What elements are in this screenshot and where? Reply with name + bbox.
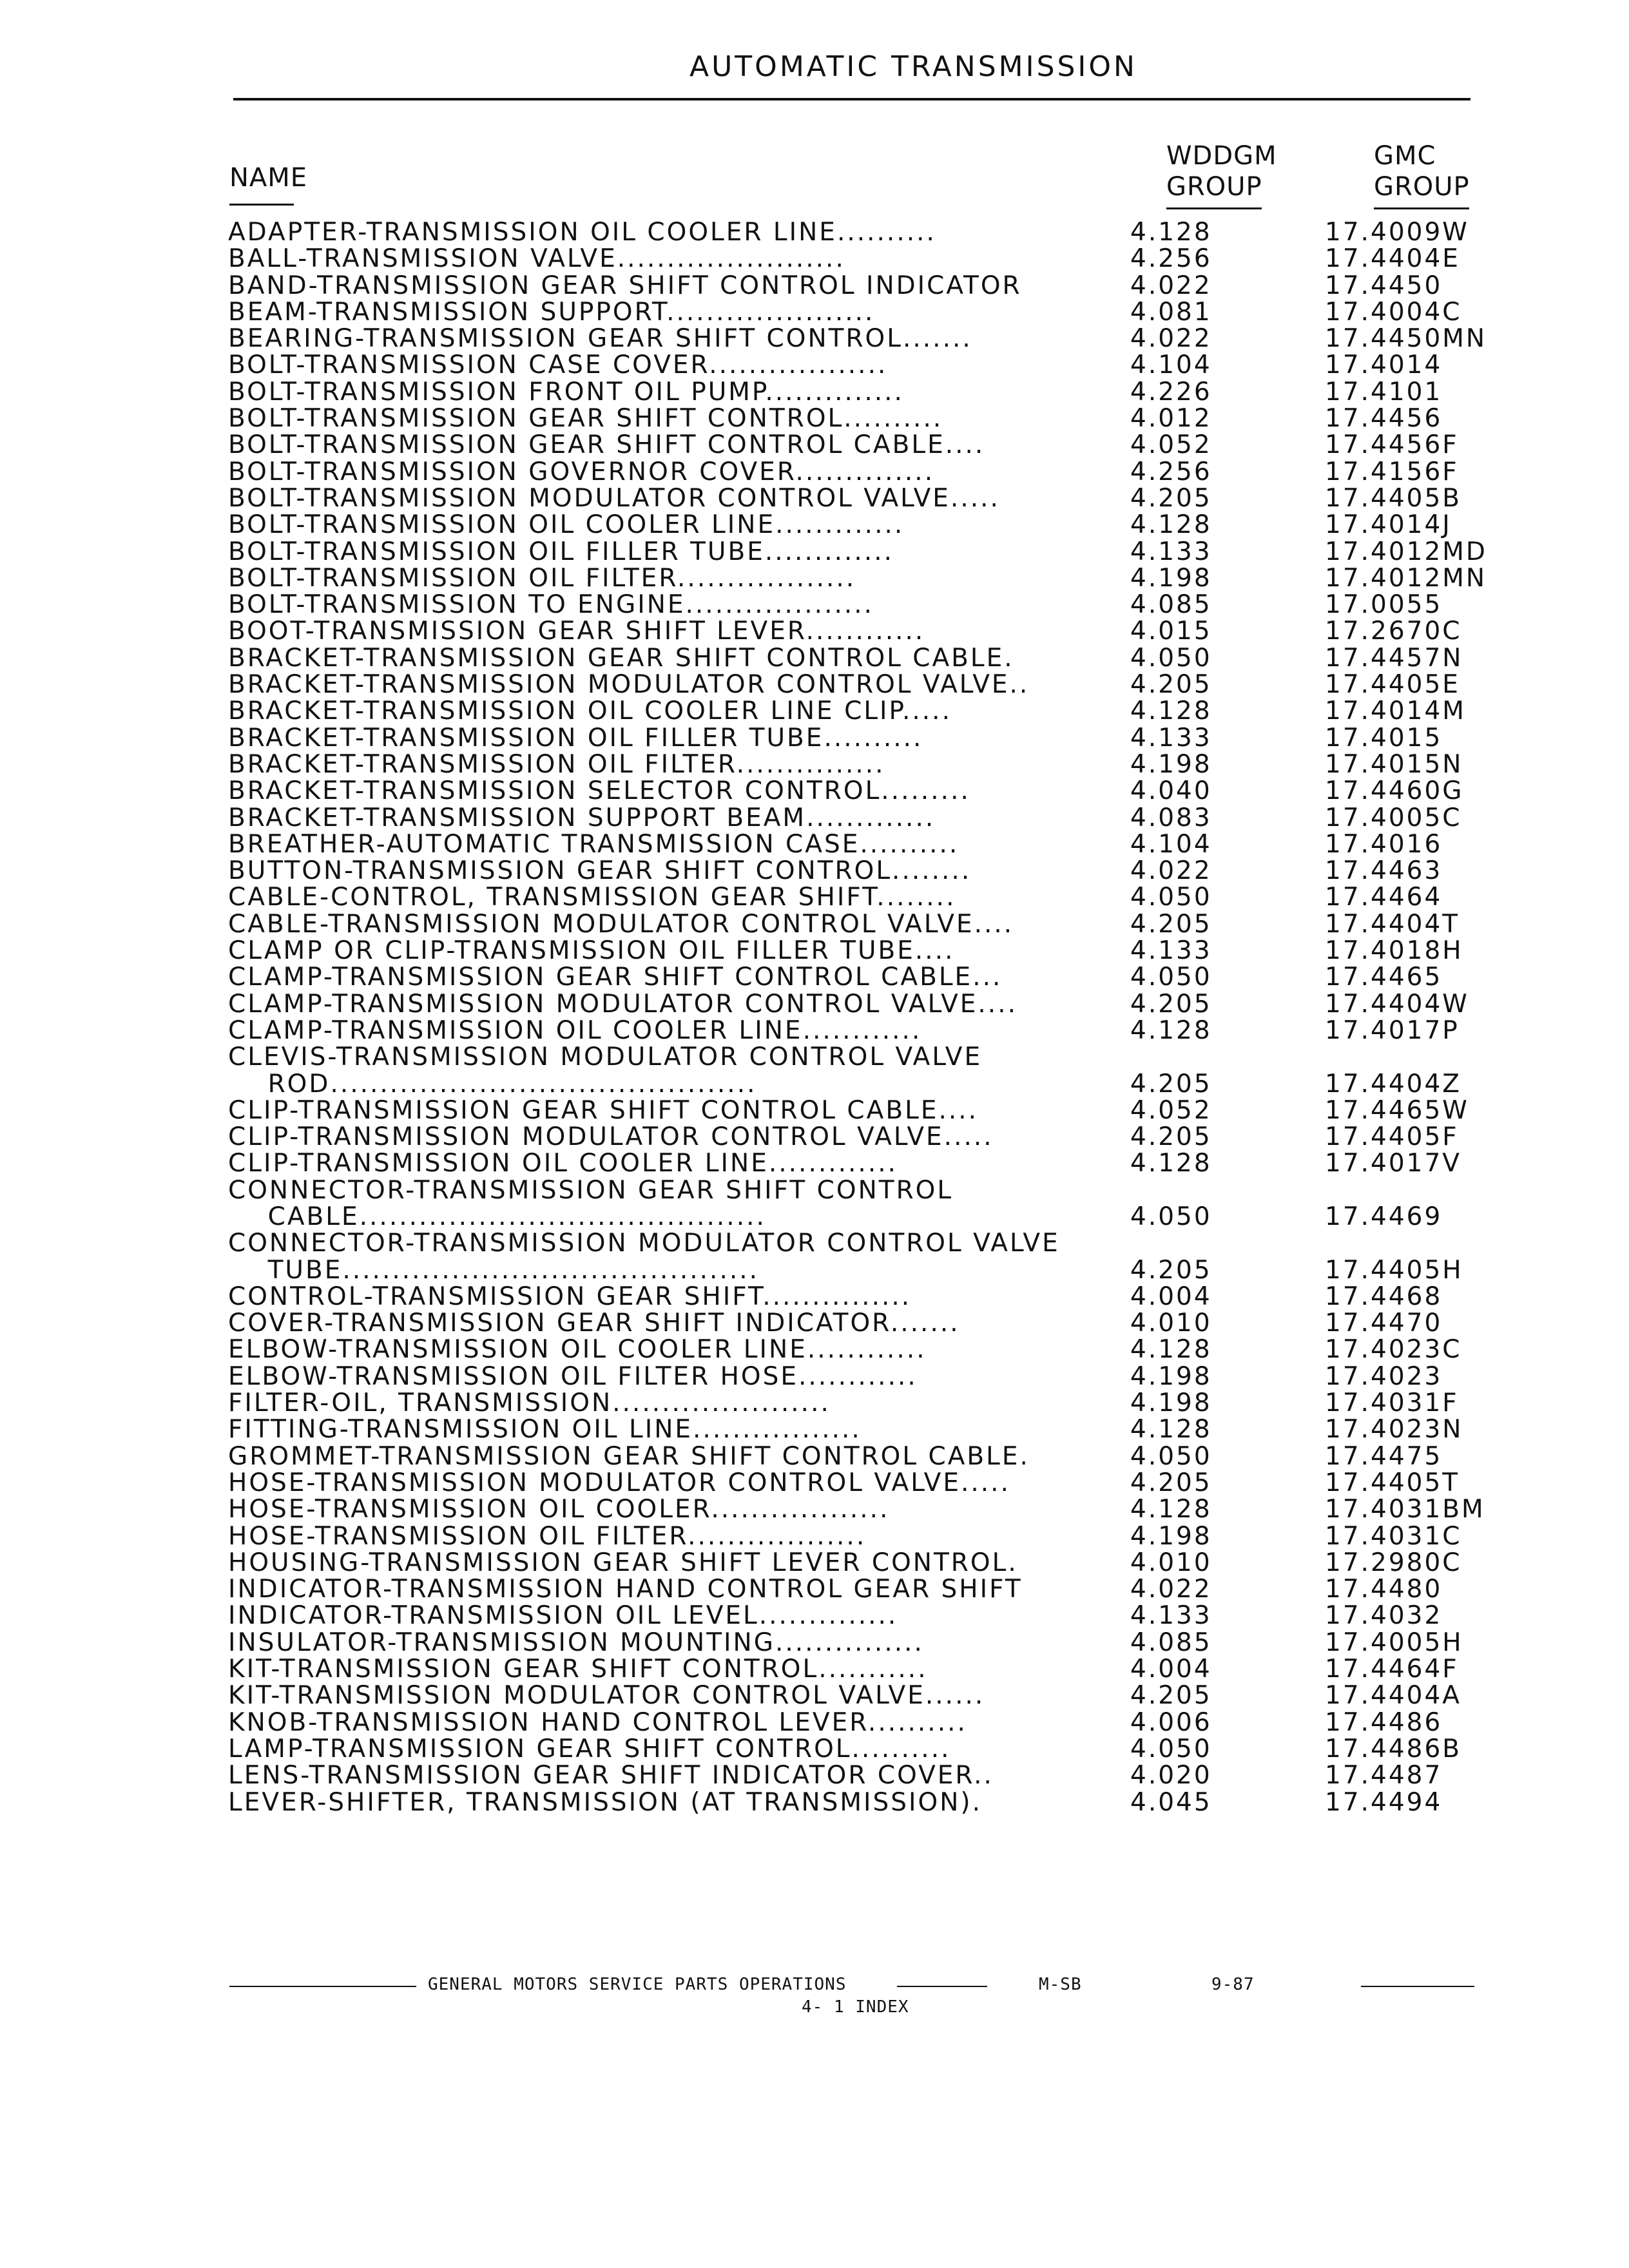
- part-name: BOLT-TRANSMISSION OIL FILTER..................: [228, 564, 856, 592]
- wddgm-group: 4.133: [1130, 1601, 1212, 1631]
- gmc-group: 17.4487: [1325, 1761, 1443, 1791]
- gmc-group: 17.4018H: [1325, 936, 1463, 966]
- gmc-group: 17.4017V: [1325, 1149, 1461, 1178]
- part-name: FILTER-OIL, TRANSMISSION......................: [228, 1390, 831, 1417]
- table-row: [228, 698, 1629, 724]
- table-row: [228, 618, 1629, 644]
- table-row: [228, 1443, 1629, 1470]
- part-name: CONTROL-TRANSMISSION GEAR SHIFT...............: [228, 1283, 912, 1311]
- part-name: BREATHER-AUTOMATIC TRANSMISSION CASE..........: [228, 831, 959, 858]
- gmc-group: 17.4014J: [1325, 510, 1452, 540]
- table-row: [228, 325, 1629, 352]
- part-name: BOLT-TRANSMISSION TO ENGINE...................: [228, 591, 874, 619]
- gmc-group: 17.2670C: [1325, 617, 1462, 646]
- wddgm-group: 4.205: [1130, 1255, 1212, 1285]
- wddgm-group: 4.205: [1130, 483, 1212, 513]
- wddgm-group: 4.205: [1130, 1069, 1212, 1099]
- wddgm-group: 4.050: [1130, 1202, 1212, 1231]
- wddgm-group: 4.050: [1130, 643, 1212, 673]
- gmc-group: 17.4468: [1325, 1282, 1443, 1311]
- part-name: CLIP-TRANSMISSION GEAR SHIFT CONTROL CABLE....: [228, 1097, 979, 1124]
- part-name: BRACKET-TRANSMISSION GEAR SHIFT CONTROL CABLE.: [228, 644, 1014, 672]
- wddgm-group: 4.012: [1130, 404, 1212, 434]
- gmc-group: 17.4486B: [1325, 1734, 1462, 1763]
- wddgm-group: 4.205: [1130, 1468, 1212, 1497]
- table-row: [228, 1336, 1629, 1363]
- wddgm-group: 4.128: [1130, 1015, 1212, 1045]
- gmc-group: 17.4465: [1325, 963, 1443, 992]
- gmc-group: 17.4460G: [1325, 776, 1464, 806]
- table-row: [228, 1523, 1629, 1550]
- part-name: BOLT-TRANSMISSION OIL FILLER TUBE.............: [228, 538, 894, 565]
- footer-code: M-SB: [1039, 1975, 1082, 1994]
- column-header-wddgm: [1166, 140, 1277, 202]
- wddgm-group: 4.022: [1130, 856, 1212, 886]
- table-row: [228, 539, 1629, 565]
- wddgm-group: 4.040: [1130, 776, 1212, 806]
- gmc-group: 17.4012MN: [1325, 563, 1487, 593]
- gmc-group: 17.4469: [1325, 1202, 1443, 1231]
- table-row: [228, 991, 1629, 1017]
- part-name: BOLT-TRANSMISSION GOVERNOR COVER..............: [228, 458, 935, 485]
- column-header-name: NAME: [229, 163, 308, 193]
- column-header-wddgm-line2: GROUP: [1166, 172, 1262, 202]
- column-header-wddgm-underline: [1166, 207, 1262, 209]
- gmc-group: 17.4023: [1325, 1361, 1443, 1391]
- wddgm-group: 4.104: [1130, 829, 1212, 859]
- page-title: AUTOMATIC TRANSMISSION: [689, 50, 1137, 83]
- gmc-group: 17.4016: [1325, 829, 1443, 859]
- gmc-group: 17.4404W: [1325, 989, 1469, 1019]
- part-name: BOOT-TRANSMISSION GEAR SHIFT LEVER............: [228, 618, 925, 645]
- footer-rule-mid: [897, 1986, 987, 1987]
- table-row: [228, 432, 1629, 458]
- gmc-group: [1325, 1230, 1531, 1256]
- wddgm-group: 4.052: [1130, 430, 1212, 460]
- gmc-group: 17.4405T: [1325, 1468, 1460, 1497]
- gmc-group: 17.4475: [1325, 1441, 1443, 1471]
- table-row: [228, 1789, 1629, 1816]
- part-name: CABLE-CONTROL, TRANSMISSION GEAR SHIFT........: [228, 884, 956, 911]
- table-row: [228, 1496, 1629, 1523]
- table-row: [228, 1416, 1629, 1443]
- part-name: BOLT-TRANSMISSION GEAR SHIFT CONTROL CABLE....: [228, 432, 985, 459]
- wddgm-group: 4.256: [1130, 457, 1212, 486]
- gmc-group: 17.4404E: [1325, 244, 1460, 274]
- wddgm-group: 4.128: [1130, 1149, 1212, 1178]
- table-row: [228, 1177, 1629, 1204]
- gmc-group: [1325, 1177, 1531, 1204]
- part-name: KIT-TRANSMISSION MODULATOR CONTROL VALVE......: [228, 1682, 985, 1709]
- wddgm-group: 4.081: [1130, 297, 1212, 327]
- part-name: HOUSING-TRANSMISSION GEAR SHIFT LEVER CONTROL.: [228, 1549, 1018, 1577]
- part-name: ROD...........................................: [228, 1070, 757, 1097]
- table-row: [228, 379, 1629, 405]
- wddgm-group: 4.020: [1130, 1761, 1212, 1791]
- wddgm-group: 4.226: [1130, 377, 1212, 407]
- table-row: [228, 1310, 1629, 1336]
- gmc-group: 17.4464F: [1325, 1655, 1459, 1684]
- table-row: [228, 937, 1629, 964]
- wddgm-group: 4.006: [1130, 1707, 1212, 1737]
- gmc-group: 17.4457N: [1325, 643, 1463, 673]
- wddgm-group: 4.052: [1130, 1095, 1212, 1125]
- gmc-group: 17.4031BM: [1325, 1495, 1485, 1524]
- gmc-group: 17.4480: [1325, 1575, 1443, 1604]
- gmc-group: 17.0055: [1325, 590, 1443, 620]
- wddgm-group: 4.128: [1130, 697, 1212, 726]
- wddgm-group: 4.205: [1130, 989, 1212, 1019]
- part-name: ADAPTER-TRANSMISSION OIL COOLER LINE..........: [228, 219, 936, 246]
- gmc-group: 17.4404A: [1325, 1681, 1461, 1711]
- gmc-group: 17.4405F: [1325, 1122, 1459, 1152]
- gmc-group: [1325, 1044, 1531, 1070]
- gmc-group: 17.4012MD: [1325, 537, 1487, 566]
- table-row: [228, 512, 1629, 538]
- wddgm-group: 4.198: [1130, 1389, 1212, 1418]
- part-name: BOLT-TRANSMISSION CASE COVER..................: [228, 352, 888, 379]
- table-row: [228, 1283, 1629, 1310]
- part-name: FITTING-TRANSMISSION OIL LINE.................: [228, 1416, 862, 1443]
- part-name: BOLT-TRANSMISSION MODULATOR CONTROL VALVE.....: [228, 485, 1000, 512]
- wddgm-group: 4.198: [1130, 1361, 1212, 1391]
- part-name: KNOB-TRANSMISSION HAND CONTROL LEVER..........: [228, 1709, 967, 1736]
- part-name: CLAMP-TRANSMISSION MODULATOR CONTROL VALVE....: [228, 990, 1017, 1017]
- gmc-group: 17.4465W: [1325, 1095, 1469, 1125]
- table-row: [228, 485, 1629, 512]
- gmc-group: 17.4470: [1325, 1309, 1443, 1338]
- part-name: CLAMP-TRANSMISSION OIL COOLER LINE............: [228, 1017, 922, 1044]
- gmc-group: 17.4014M: [1325, 697, 1466, 726]
- table-row: [228, 831, 1629, 858]
- part-name: BOLT-TRANSMISSION OIL COOLER LINE.............: [228, 512, 905, 539]
- wddgm-group: 4.050: [1130, 1734, 1212, 1763]
- wddgm-group: [1130, 1044, 1325, 1070]
- table-row: [228, 1656, 1629, 1682]
- part-name: BEARING-TRANSMISSION GEAR SHIFT CONTROL.......: [228, 325, 972, 352]
- column-header-wddgm-line1: WDDGM: [1166, 141, 1277, 171]
- part-name: BRACKET-TRANSMISSION SELECTOR CONTROL.........: [228, 778, 970, 805]
- table-row: [228, 645, 1629, 671]
- table-row: [228, 725, 1629, 751]
- column-header-gmc: [1374, 140, 1470, 202]
- table-row: [228, 1762, 1629, 1789]
- gmc-group: 17.4456: [1325, 404, 1443, 434]
- gmc-group: 17.4005C: [1325, 803, 1462, 832]
- table-row: [228, 1736, 1629, 1762]
- table-row: [228, 352, 1629, 378]
- table-row: [228, 1071, 1629, 1097]
- part-name: BUTTON-TRANSMISSION GEAR SHIFT CONTROL........: [228, 858, 972, 885]
- part-name: CABLE-TRANSMISSION MODULATOR CONTROL VALVE....: [228, 910, 1014, 938]
- part-name: CLEVIS-TRANSMISSION MODULATOR CONTROL VALVE: [228, 1044, 983, 1071]
- gmc-group: 17.4450MN: [1325, 324, 1487, 354]
- table-row: [228, 1097, 1629, 1124]
- column-header-gmc-line1: GMC: [1374, 141, 1436, 171]
- table-row: [228, 858, 1629, 884]
- table-row: [228, 565, 1629, 591]
- gmc-group: 17.4463: [1325, 856, 1443, 886]
- gmc-group: 17.4005H: [1325, 1628, 1463, 1657]
- table-row: [228, 1363, 1629, 1390]
- gmc-group: 17.4032: [1325, 1601, 1443, 1631]
- table-row: [228, 778, 1629, 804]
- wddgm-group: 4.050: [1130, 883, 1212, 912]
- wddgm-group: 4.198: [1130, 563, 1212, 593]
- part-name: LEVER-SHIFTER, TRANSMISSION (AT TRANSMISSION).: [228, 1789, 983, 1816]
- parts-index-table: [228, 219, 1629, 1816]
- part-name: LENS-TRANSMISSION GEAR SHIFT INDICATOR COVER..: [228, 1762, 994, 1789]
- part-name: HOSE-TRANSMISSION OIL FILTER..................: [228, 1523, 867, 1550]
- part-name: GROMMET-TRANSMISSION GEAR SHIFT CONTROL CABLE.: [228, 1443, 1030, 1470]
- table-row: [228, 1629, 1629, 1656]
- part-name: INSULATOR-TRANSMISSION MOUNTING...............: [228, 1629, 924, 1657]
- gmc-group: 17.4015N: [1325, 749, 1463, 779]
- footer-rule-left: [229, 1986, 416, 1987]
- gmc-group: 17.4031F: [1325, 1389, 1459, 1418]
- wddgm-group: 4.205: [1130, 909, 1212, 939]
- footer-rule-right: [1361, 1986, 1474, 1987]
- footer-org: GENERAL MOTORS SERVICE PARTS OPERATIONS: [428, 1975, 847, 1994]
- gmc-group: 17.4023N: [1325, 1415, 1463, 1445]
- gmc-group: 17.4404T: [1325, 909, 1460, 939]
- table-row: [228, 1204, 1629, 1230]
- wddgm-group: 4.015: [1130, 617, 1212, 646]
- part-name: CLAMP-TRANSMISSION GEAR SHIFT CONTROL CABLE...: [228, 964, 1003, 991]
- wddgm-group: 4.104: [1130, 351, 1212, 380]
- wddgm-group: 4.128: [1130, 1495, 1212, 1524]
- table-row: [228, 1602, 1629, 1629]
- table-row: [228, 591, 1629, 618]
- title-rule: [233, 98, 1470, 101]
- table-row: [228, 1150, 1629, 1177]
- table-row: [228, 911, 1629, 937]
- table-row: [228, 1044, 1629, 1070]
- column-header-gmc-line2: GROUP: [1374, 172, 1470, 202]
- table-row: [228, 1576, 1629, 1602]
- table-row: [228, 1230, 1629, 1256]
- gmc-group: 17.4015: [1325, 723, 1443, 753]
- footer-index: 4- 1 INDEX: [802, 1997, 909, 2017]
- table-row: [228, 219, 1629, 245]
- gmc-group: 17.4494: [1325, 1787, 1443, 1817]
- wddgm-group: 4.205: [1130, 670, 1212, 700]
- wddgm-group: 4.128: [1130, 1415, 1212, 1445]
- table-row: [228, 751, 1629, 778]
- wddgm-group: 4.010: [1130, 1548, 1212, 1577]
- part-name: BRACKET-TRANSMISSION OIL COOLER LINE CLIP.....: [228, 698, 952, 725]
- part-name: BOLT-TRANSMISSION FRONT OIL PUMP..............: [228, 378, 904, 406]
- table-row: [228, 245, 1629, 272]
- part-name: BEAM-TRANSMISSION SUPPORT.....................: [228, 298, 875, 326]
- gmc-group: 17.4456F: [1325, 430, 1459, 460]
- wddgm-group: 4.133: [1130, 537, 1212, 566]
- column-header-gmc-underline: [1374, 207, 1469, 209]
- part-name: BRACKET-TRANSMISSION OIL FILTER...............: [228, 751, 885, 778]
- gmc-group: 17.4486: [1325, 1707, 1443, 1737]
- part-name: TUBE..........................................: [228, 1256, 760, 1283]
- table-row: [228, 671, 1629, 698]
- wddgm-group: 4.022: [1130, 324, 1212, 354]
- wddgm-group: 4.128: [1130, 218, 1212, 247]
- gmc-group: 17.4017P: [1325, 1015, 1460, 1045]
- wddgm-group: 4.045: [1130, 1787, 1212, 1817]
- part-name: HOSE-TRANSMISSION MODULATOR CONTROL VALVE.....: [228, 1469, 1010, 1497]
- gmc-group: 17.4450: [1325, 271, 1443, 300]
- table-row: [228, 299, 1629, 325]
- column-header-name-underline: [229, 204, 294, 206]
- wddgm-group: 4.256: [1130, 244, 1212, 274]
- table-row: [228, 1257, 1629, 1283]
- part-name: BRACKET-TRANSMISSION OIL FILLER TUBE..........: [228, 724, 923, 751]
- gmc-group: 17.4405B: [1325, 483, 1462, 513]
- table-row: [228, 1550, 1629, 1576]
- wddgm-group: 4.050: [1130, 1441, 1212, 1471]
- gmc-group: 17.2980C: [1325, 1548, 1462, 1577]
- gmc-group: 17.4009W: [1325, 218, 1469, 247]
- part-name: COVER-TRANSMISSION GEAR SHIFT INDICATOR.......: [228, 1310, 960, 1337]
- wddgm-group: 4.085: [1130, 590, 1212, 620]
- gmc-group: 17.4101: [1325, 377, 1443, 407]
- part-name: ELBOW-TRANSMISSION OIL FILTER HOSE............: [228, 1363, 918, 1390]
- wddgm-group: 4.050: [1130, 963, 1212, 992]
- table-row: [228, 805, 1629, 831]
- wddgm-group: 4.205: [1130, 1122, 1212, 1152]
- part-name: LAMP-TRANSMISSION GEAR SHIFT CONTROL..........: [228, 1735, 951, 1763]
- table-row: [228, 405, 1629, 432]
- gmc-group: 17.4004C: [1325, 297, 1462, 327]
- wddgm-group: 4.205: [1130, 1681, 1212, 1711]
- gmc-group: 17.4031C: [1325, 1521, 1462, 1551]
- part-name: BOLT-TRANSMISSION GEAR SHIFT CONTROL..........: [228, 405, 943, 432]
- part-name: BAND-TRANSMISSION GEAR SHIFT CONTROL INDICATOR: [228, 272, 1022, 299]
- wddgm-group: 4.083: [1130, 803, 1212, 832]
- wddgm-group: 4.004: [1130, 1655, 1212, 1684]
- part-name: INDICATOR-TRANSMISSION OIL LEVEL..............: [228, 1602, 898, 1629]
- wddgm-group: 4.128: [1130, 1335, 1212, 1365]
- table-row: [228, 1124, 1629, 1150]
- part-name: CABLE.........................................: [228, 1203, 766, 1231]
- part-name: CLIP-TRANSMISSION OIL COOLER LINE.............: [228, 1150, 898, 1177]
- table-row: [228, 1470, 1629, 1496]
- part-name: HOSE-TRANSMISSION OIL COOLER..................: [228, 1496, 890, 1523]
- wddgm-group: 4.133: [1130, 936, 1212, 966]
- gmc-group: 17.4156F: [1325, 457, 1459, 486]
- gmc-group: 17.4023C: [1325, 1335, 1462, 1365]
- part-name: KIT-TRANSMISSION GEAR SHIFT CONTROL...........: [228, 1656, 928, 1683]
- gmc-group: 17.4014: [1325, 351, 1443, 380]
- wddgm-group: 4.133: [1130, 723, 1212, 753]
- table-row: [228, 1390, 1629, 1416]
- table-row: [228, 1682, 1629, 1709]
- table-row: [228, 1017, 1629, 1044]
- part-name: BRACKET-TRANSMISSION MODULATOR CONTROL VALVE..: [228, 671, 1030, 698]
- gmc-group: 17.4464: [1325, 883, 1443, 912]
- gmc-group: 17.4404Z: [1325, 1069, 1461, 1099]
- wddgm-group: 4.128: [1130, 510, 1212, 540]
- part-name: CLIP-TRANSMISSION MODULATOR CONTROL VALVE.....: [228, 1124, 994, 1151]
- table-row: [228, 964, 1629, 990]
- wddgm-group: 4.198: [1130, 1521, 1212, 1551]
- wddgm-group: 4.198: [1130, 749, 1212, 779]
- wddgm-group: 4.085: [1130, 1628, 1212, 1657]
- table-row: [228, 459, 1629, 485]
- part-name: BALL-TRANSMISSION VALVE.......................: [228, 245, 845, 273]
- table-row: [228, 1709, 1629, 1736]
- wddgm-group: 4.022: [1130, 271, 1212, 300]
- footer-date: 9-87: [1211, 1975, 1255, 1994]
- part-name: CONNECTOR-TRANSMISSION MODULATOR CONTROL VALVE: [228, 1230, 1060, 1257]
- wddgm-group: 4.004: [1130, 1282, 1212, 1311]
- wddgm-group: [1130, 1177, 1325, 1204]
- table-row: [228, 884, 1629, 910]
- part-name: CONNECTOR-TRANSMISSION GEAR SHIFT CONTROL: [228, 1177, 954, 1204]
- part-name: INDICATOR-TRANSMISSION HAND CONTROL GEAR SHIFT: [228, 1576, 1023, 1603]
- part-name: CLAMP OR CLIP-TRANSMISSION OIL FILLER TUBE....: [228, 937, 955, 965]
- table-row: [228, 273, 1629, 299]
- wddgm-group: 4.022: [1130, 1575, 1212, 1604]
- gmc-group: 17.4405E: [1325, 670, 1460, 700]
- wddgm-group: [1130, 1230, 1325, 1256]
- part-name: BRACKET-TRANSMISSION SUPPORT BEAM.............: [228, 804, 936, 831]
- gmc-group: 17.4405H: [1325, 1255, 1463, 1285]
- part-name: ELBOW-TRANSMISSION OIL COOLER LINE............: [228, 1336, 927, 1363]
- wddgm-group: 4.010: [1130, 1309, 1212, 1338]
